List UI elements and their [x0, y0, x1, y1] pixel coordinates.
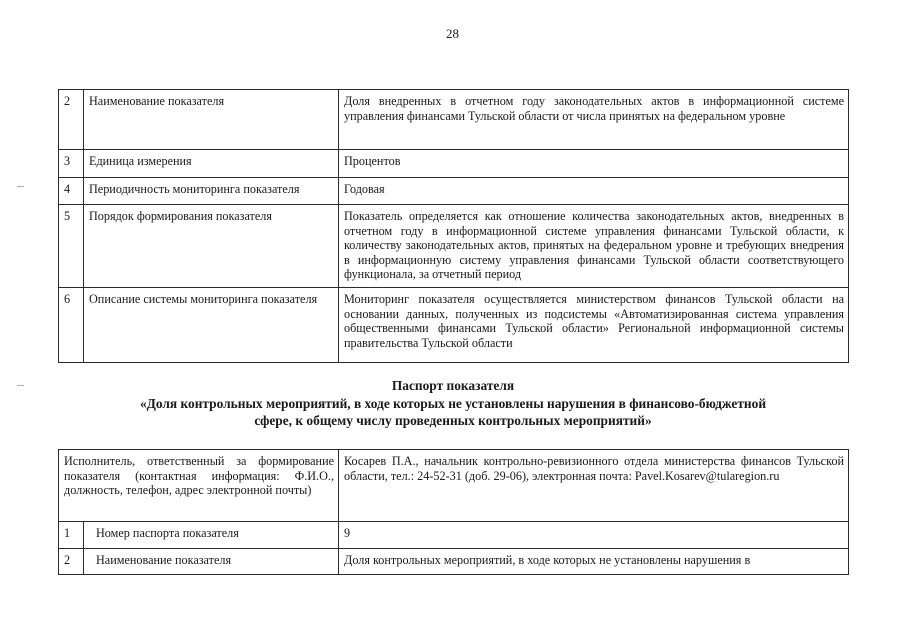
table-row	[59, 549, 849, 575]
row-value: Годовая	[339, 178, 849, 205]
passport-subtitle	[58, 395, 848, 429]
row-value: Процентов	[339, 150, 849, 178]
row-number: 4	[59, 178, 84, 205]
row-label: Описание системы мониторинга показателя	[84, 288, 339, 363]
table-row	[59, 522, 849, 549]
passport-subtitle-line: «Доля контрольных мероприятий, в ходе которых не установлены нарушения в финансово-бюджетной	[139, 396, 767, 411]
row-value: Доля контрольных мероприятий, в ходе которых не установлены нарушения в	[339, 549, 849, 575]
table-row	[59, 178, 849, 205]
executor-label: Исполнитель, ответственный за формирование показателя (контактная информация: Ф.И.О., должность, телефон, адрес электронной почты)	[59, 450, 339, 522]
row-number: 2	[59, 549, 84, 575]
passport-title: Паспорт показателя	[391, 378, 515, 393]
table-row	[59, 288, 849, 363]
table-row	[59, 450, 849, 522]
indicator-table-top	[58, 89, 849, 363]
table-row	[59, 150, 849, 178]
row-number: 2	[59, 90, 84, 150]
row-label: Наименование показателя	[84, 90, 339, 150]
table-row	[59, 90, 849, 150]
row-value: Показатель определяется как отношение количества законодательных актов, внедренных в отчетном году в информационной системе управления финансами Тульской области, к количеству законодательных актов, принятых на федеральном уровне и требующих внедрения в информационную систему управления финансами Тульской области соответствующего функционала, за отчетный период	[339, 205, 849, 288]
page-number: 28	[446, 26, 459, 41]
scan-edge-mark	[17, 385, 24, 386]
row-label: Номер паспорта показателя	[84, 522, 339, 549]
table-row	[59, 205, 849, 288]
passport-table	[58, 449, 849, 575]
row-number: 3	[59, 150, 84, 178]
row-label: Порядок формирования показателя	[84, 205, 339, 288]
row-label: Наименование показателя	[84, 549, 339, 575]
scan-edge-mark	[17, 186, 24, 187]
row-value: Доля внедренных в отчетном году законодательных актов в информационной системе управления финансами Тульской области от числа принятых на федеральном уровне	[339, 90, 849, 150]
row-number: 1	[59, 522, 84, 549]
row-number: 6	[59, 288, 84, 363]
executor-value: Косарев П.А., начальник контрольно-ревизионного отдела министерства финансов Тульской области, тел.: 24-52-31 (доб. 29-06), электронная почта: Pavel.Kosarev@tularegion.ru	[339, 450, 849, 522]
row-label: Единица измерения	[84, 150, 339, 178]
row-value: Мониторинг показателя осуществляется министерством финансов Тульской области на основании данных, полученных из подсистемы «Автоматизированная система управления общественными финансами Тульской области» Региональной информационной системы правительства Тульской области	[339, 288, 849, 363]
row-label: Периодичность мониторинга показателя	[84, 178, 339, 205]
passport-subtitle-line: сфере, к общему числу проведенных контрольных мероприятий»	[254, 413, 652, 428]
row-value: 9	[339, 522, 849, 549]
row-number: 5	[59, 205, 84, 288]
